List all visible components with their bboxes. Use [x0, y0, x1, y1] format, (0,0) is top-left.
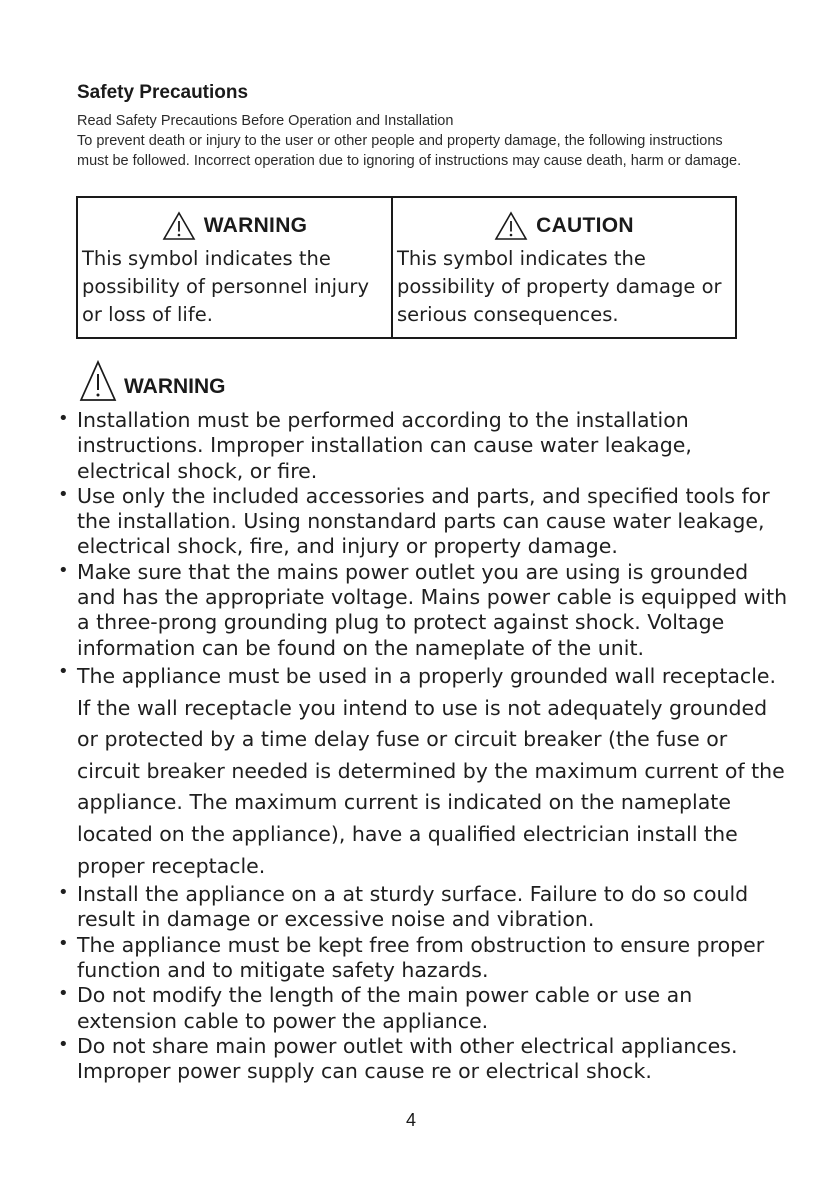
list-item: [58, 1034, 788, 1085]
bullet-glyph: •: [58, 408, 69, 429]
bullet-glyph: •: [58, 483, 69, 505]
warning-symbol-text: This symbol indicates the possibility of personnel injury or loss of life.: [82, 247, 369, 326]
list-item-text: The appliance must be used in a properly grounded wall receptacle. If the wall receptacle you intend to use is not adequately grounded or protected by a time delay fuse or circuit breaker (the fuse or circuit breaker needed is determined by the maximum current of the appliance. The maximum current is indicated on the nameplate located on the appliance), have a qualified electrician install the proper receptacle.: [77, 663, 785, 878]
list-item: [58, 661, 788, 882]
list-item-text: Do not modify the length of the main power cable or use an extension cable to power the appliance.: [77, 983, 693, 1033]
warning-section-heading: [78, 357, 226, 403]
caution-symbol-text: This symbol indicates the possibility of property damage or serious consequences.: [397, 247, 722, 326]
list-item-text: Make sure that the mains power outlet you are using is grounded and has the appropriate voltage. Mains power cable is equipped with a three-prong grounding plug to protect against shock. Voltage information can be found on the nameplate of the unit.: [77, 559, 788, 660]
list-item: [58, 560, 788, 661]
warning-section-label: WARNING: [124, 375, 226, 398]
caution-symbol-label: CAUTION: [536, 214, 634, 237]
list-item: [58, 933, 788, 984]
list-item-text: The appliance must be kept free from obstruction to ensure proper function and to mitigate safety hazards.: [77, 932, 765, 983]
bullet-glyph: •: [58, 559, 69, 581]
caution-symbol-header: [393, 211, 735, 241]
page-number: 4: [405, 1110, 416, 1130]
list-item: [58, 484, 788, 560]
warning-symbol-cell: [78, 198, 393, 337]
warning-list: [58, 408, 788, 1085]
symbol-table: [76, 196, 737, 339]
list-item: [58, 882, 788, 933]
caution-symbol-cell: [393, 198, 735, 337]
bullet-glyph: •: [58, 932, 69, 954]
warning-symbol-header: [78, 211, 391, 241]
page-title: Safety Precautions: [77, 82, 249, 103]
warning-triangle-icon: [78, 359, 118, 403]
warning-symbol-label: WARNING: [203, 214, 308, 237]
intro-line-prevent: To prevent death or injury to the user or other people and property damage, the following instructions must be followed. Incorrect operation due to ignoring of instructions may cause death, harm or damage.: [77, 133, 742, 169]
caution-symbol-description: [397, 245, 731, 329]
warning-triangle-icon: [494, 211, 528, 241]
list-item-text: Installation must be performed according to the installation instructions. Improper installation can cause water leakage, electrical shock, or fire.: [77, 408, 692, 483]
list-item: [58, 408, 788, 484]
bullet-glyph: •: [58, 983, 69, 1005]
list-item-text: Install the appliance on a at sturdy surface. Failure to do so could result in damage or excessive noise and vibration.: [77, 882, 749, 932]
intro-line-read: Read Safety Precautions Before Operation and Installation: [77, 113, 454, 129]
bullet-glyph: •: [58, 882, 69, 904]
warning-triangle-icon: [162, 211, 196, 241]
list-item-text: Do not share main power outlet with other electrical appliances. Improper power supply can cause re or electrical shock.: [77, 1033, 738, 1084]
intro-text: [77, 111, 757, 171]
list-item-text: Use only the included accessories and parts, and specified tools for the installation. Using nonstandard parts can cause water leakage, electrical shock, fire, and injury or property damage.: [77, 483, 770, 559]
bullet-glyph: •: [58, 1033, 69, 1055]
warning-symbol-description: [82, 245, 387, 329]
list-item: [58, 983, 788, 1034]
bullet-glyph: •: [58, 660, 69, 682]
